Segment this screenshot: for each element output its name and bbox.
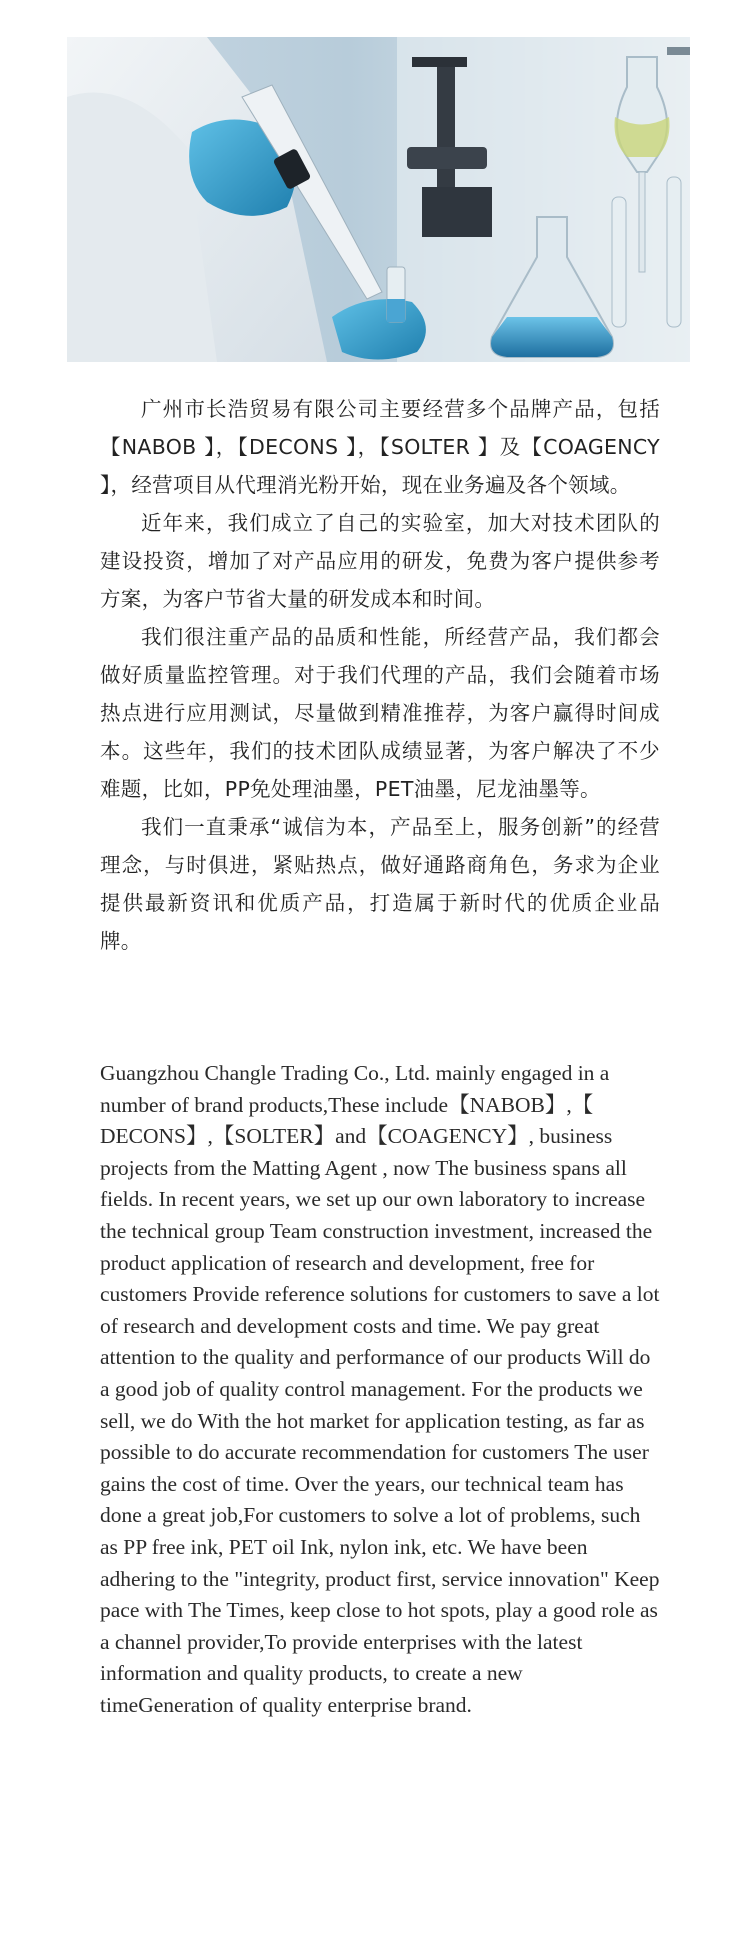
english-paragraph: Guangzhou Changle Trading Co., Ltd. mainly engaged in a number of brand products,These include【NABOB】,【 DECONS】,【SOLTER】and【COAGENCY】, business projects from the Matting Agent , now The business spans all fields. In recent years, we set up our own laboratory to increase the technical group Team construction investment, increased the product application of research and development, free for customers Provide reference solutions for customers to save a lot of research and development costs and time. We pay great attention to the quality and performance of our products Will do a good job of quality control management. For the products we sell, we do With the hot market for application testing, as far as possible to do accurate recommendation for customers The user gains the cost of time. Over the years, our technical team has done a great job,For customers to solve a lot of problems, such as PP free ink, PET oil Ink, nylon ink, etc. We have been adhering to the "integrity, product first, service innovation" Keep pace with The Times, keep close to hot spots, play a good role as a channel provider,To provide enterprises with the latest information and quality products, to create a new timeGeneration of quality enterprise brand. [100,1061,660,1717]
chinese-paragraph: 我们一直秉承“诚信为本，产品至上，服务创新”的经营理念，与时俱进，紧贴热点，做好通路商角色，务求为企业提供最新资讯和优质产品，打造属于新时代的优质企业品牌。 [100,815,660,953]
hero-image [67,37,690,362]
laboratory-photo [67,37,690,362]
chinese-paragraph: 近年来，我们成立了自己的实验室，加大对技术团队的建设投资，增加了对产品应用的研发，免费为客户提供参考方案，为客户节省大量的研发成本和时间。 [100,511,660,611]
chinese-paragraph: 我们很注重产品的品质和性能，所经营产品，我们都会做好质量监控管理。对于我们代理的产品，我们会随着市场热点进行应用测试，尽量做到精准推荐，为客户赢得时间成本。这些年，我们的技术团队成绩显著，为客户解决了不少难题，比如，PP免处理油墨，PET油墨，尼龙油墨等。 [100,625,660,801]
chinese-intro [100,390,660,960]
chinese-paragraph: 广州市长浩贸易有限公司主要经营多个品牌产品，包括【NABOB 】，【DECONS 】，【SOLTER 】及【COAGENCY 】，经营项目从代理消光粉开始，现在业务遍及各个领域。 [100,397,660,497]
english-intro [100,1058,660,1721]
